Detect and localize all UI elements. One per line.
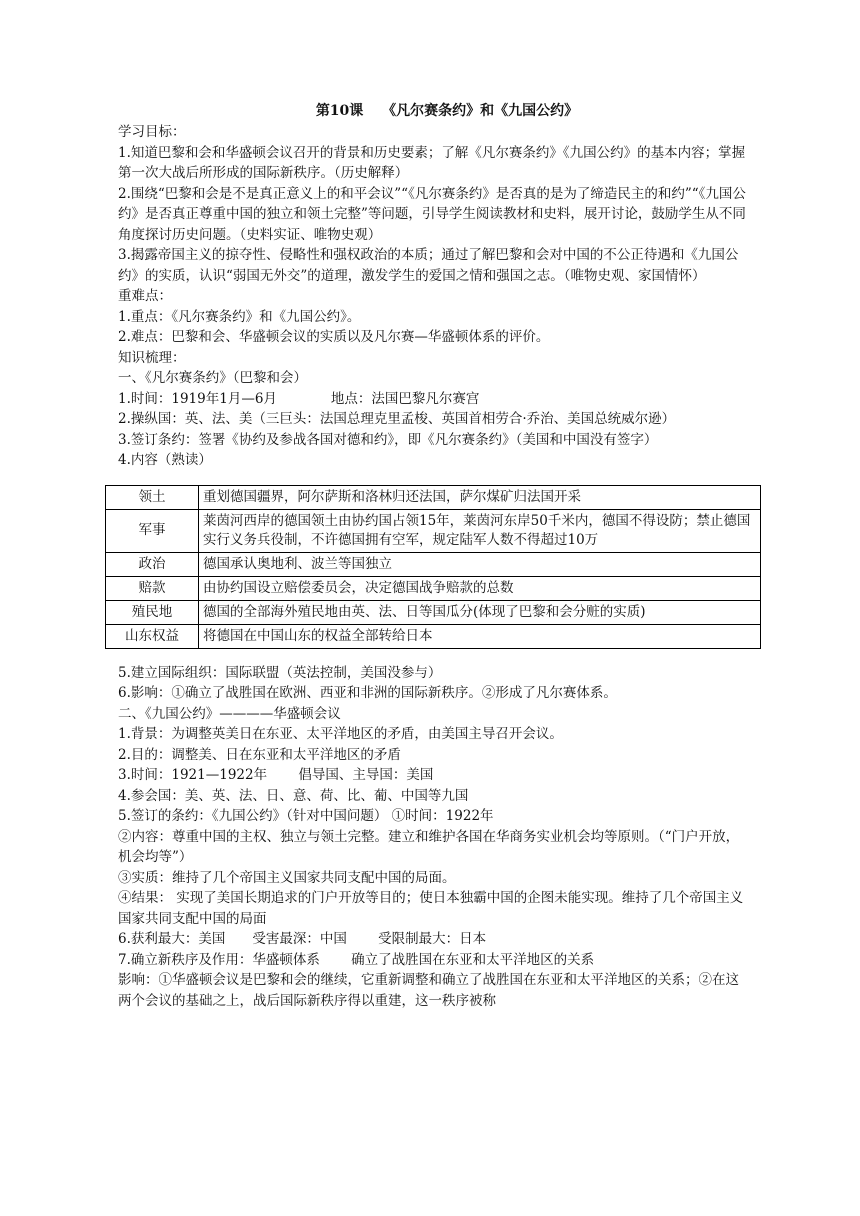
text-line: 4.参会国：美、英、法、日、意、荷、比、葡、中国等九国 bbox=[118, 787, 469, 804]
text-line: 2.围绕“巴黎和会是不是真正意义上的和平会议”“《凡尔赛条约》是否真的是为了缔造民主的和约”“《九国公约》是否真正尊重中国的独立和领土完整”等问题，引导学生阅读教材和史料，展开讨论，鼓励学生从不同角度探讨历史问题。（史料实证、唯物史观） bbox=[118, 185, 746, 243]
text-line: 知识梳理： bbox=[118, 349, 186, 366]
text-line: 学习目标： bbox=[118, 124, 186, 140]
table-cell-value: 德国承认奥地利、波兰等国独立 bbox=[199, 552, 761, 576]
text-line: ②内容：尊重中国的主权、独立与领土完整。建立和维护各国在华商务实业机会均等原则。（“门户开放，机会均等”） bbox=[118, 828, 740, 865]
table-cell-key: 政治 bbox=[106, 552, 199, 576]
table-cell-value: 将德国在中国山东的权益全部转给日本 bbox=[199, 624, 761, 648]
text-line: 1.背景：为调整英美日在东亚、太平洋地区的矛盾，由美国主导召开会议。 bbox=[118, 726, 563, 742]
text-line: 3.签订条约：签署《协约及参战各国对德和约》，即《凡尔赛条约》（美国和中国没有签字） bbox=[118, 431, 658, 448]
table-cell-key: 军事 bbox=[106, 509, 199, 552]
table-cell-value: 重划德国疆界，阿尔萨斯和洛林归还法国，萨尔煤矿归法国开采 bbox=[199, 485, 761, 509]
text-line: 一、《凡尔赛条约》（巴黎和会） bbox=[118, 370, 307, 386]
table-cell-key: 领土 bbox=[106, 485, 199, 509]
text-line: 重难点： bbox=[118, 288, 172, 304]
text-line: 2.操纵国：英、法、美（三巨头：法国总理克里孟梭、英国首相劳合·乔治、美国总统威尔逊） bbox=[118, 411, 676, 427]
table-row bbox=[106, 552, 761, 576]
table-cell-value: 由协约国设立赔偿委员会，决定德国战争赔款的总数 bbox=[199, 576, 761, 600]
text-line: 1.时间：1919年1月—6月 地点：法国巴黎凡尔赛宫 bbox=[118, 390, 480, 407]
text-line: 影响：①华盛顿会议是巴黎和会的继续，它重新调整和确立了战胜国在东亚和太平洋地区的关系；②在这两个会议的基础之上，战后国际新秩序得以重建，这一秩序被称 bbox=[118, 972, 739, 1009]
text-line: 1.知道巴黎和会和华盛顿会议召开的背景和历史要素；了解《凡尔赛条约》《九国公约》的基本内容；掌握第一次大战后所形成的国际新秩序。（历史解释） bbox=[118, 144, 746, 181]
text-line: 2.难点：巴黎和会、华盛顿会议的实质以及凡尔赛—华盛顿体系的评价。 bbox=[118, 329, 550, 345]
text-line: 5.签订的条约：《九国公约》（针对中国问题） ①时间：1922年 bbox=[118, 808, 494, 824]
table-row bbox=[106, 600, 761, 624]
text-line: 4.内容（熟读） bbox=[118, 452, 212, 468]
knowledge-section bbox=[118, 663, 748, 1012]
table-row bbox=[106, 509, 761, 552]
text-line: 7.确立新秩序及作用：华盛顿体系 确立了战胜国在东亚和太平洋地区的关系 bbox=[118, 951, 595, 968]
table-cell-value: 德国的全部海外殖民地由英、法、日等国瓜分(体现了巴黎和会分赃的实质) bbox=[199, 600, 761, 624]
text-line: ④结果： 实现了美国长期追求的门户开放等目的；使日本独霸中国的企图未能实现。维持了几个帝国主义国家共同支配中国的局面 bbox=[118, 890, 744, 927]
text-line: 3.揭露帝国主义的掠夺性、侵略性和强权政治的本质；通过了解巴黎和会对中国的不公正待遇和《九国公约》的实质，认识“弱国无外交”的道理，激发学生的爱国之情和强国之志。（唯物史观、家国情怀） bbox=[118, 247, 739, 284]
table-cell-value: 莱茵河西岸的德国领土由协约国占领15年，莱茵河东岸50千米内，德国不得设防；禁止德国实行义务兵役制，不许德国拥有空军，规定陆军人数不得超过10万 bbox=[199, 509, 761, 552]
page-title: 第10课 《凡尔赛条约》和《九国公约》 bbox=[315, 103, 579, 119]
table-row bbox=[106, 624, 761, 648]
text-line: 2.目的：调整美、日在东亚和太平洋地区的矛盾 bbox=[118, 746, 401, 763]
table-cell-key: 殖民地 bbox=[106, 600, 199, 624]
learning-goals-section bbox=[118, 122, 748, 471]
text-line: 二、《九国公约》————华盛顿会议 bbox=[118, 705, 341, 722]
text-line: ③实质：维持了几个帝国主义国家共同支配中国的局面。 bbox=[118, 869, 456, 886]
table-row bbox=[106, 485, 761, 509]
text-line: 6.获利最大：美国 受害最深：中国 受限制最大：日本 bbox=[118, 931, 487, 947]
text-line: 1.重点：《凡尔赛条约》和《九国公约》。 bbox=[118, 308, 361, 325]
treaty-content-table bbox=[105, 485, 761, 649]
table-cell-key: 山东权益 bbox=[106, 624, 199, 648]
text-line: 5.建立国际组织：国际联盟（英法控制，美国没参与） bbox=[118, 664, 442, 681]
table-row bbox=[106, 576, 761, 600]
table-cell-key: 赔款 bbox=[106, 576, 199, 600]
document-page bbox=[118, 100, 751, 1011]
text-line: 6.影响：①确立了战胜国在欧洲、西亚和非洲的国际新秩序。②形成了凡尔赛体系。 bbox=[118, 685, 617, 701]
text-line: 3.时间：1921—1922年 倡导国、主导国：美国 bbox=[118, 767, 434, 783]
